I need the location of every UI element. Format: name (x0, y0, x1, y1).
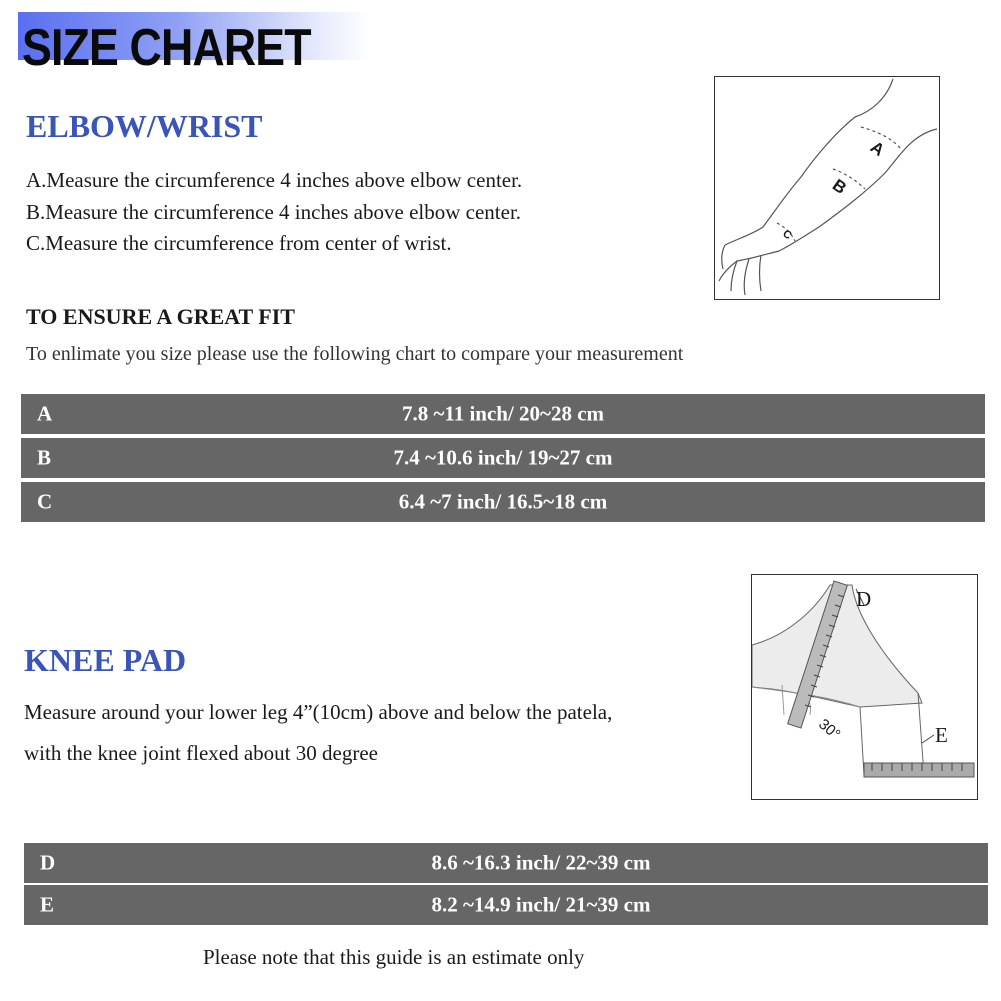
page-title: SIZE CHARET (22, 19, 311, 77)
arm-drawing (715, 77, 939, 299)
size-row-label: E (40, 892, 55, 917)
knee-instruction-1: Measure around your lower leg 4”(10cm) above and below the patela, (24, 700, 613, 724)
size-row-c (21, 482, 985, 522)
size-row-value: 7.8 ~11 inch/ 20~28 cm (401, 401, 605, 426)
fit-heading: TO ENSURE A GREAT FIT (26, 304, 295, 329)
knee-instruction-2: with the knee joint flexed about 30 degree (24, 741, 378, 765)
size-row-d (24, 843, 988, 883)
arm-illustration (714, 76, 940, 300)
fit-instruction: To enlimate you size please use the following chart to compare your measurement (26, 343, 684, 365)
elbow-instruction-a: A.Measure the circumference 4 inches above elbow center. (26, 168, 523, 192)
knee-angle-label: 30° (815, 715, 844, 744)
arm-label-a: A (866, 137, 888, 160)
knee-pad-heading: KNEE PAD (24, 642, 187, 678)
size-row-value: 6.4 ~7 inch/ 16.5~18 cm (398, 489, 608, 514)
elbow-instruction-c: C.Measure the circumference from center of wrist. (26, 231, 452, 255)
arm-label-b: B (828, 175, 850, 198)
elbow-wrist-heading: ELBOW/WRIST (26, 108, 263, 144)
arm-label-c: C (780, 227, 794, 243)
size-row-e (24, 885, 988, 925)
size-row-a (21, 394, 985, 434)
elbow-instruction-b: B.Measure the circumference 4 inches above elbow center. (26, 200, 522, 224)
disclaimer-note: Please note that this guide is an estimate only (203, 945, 585, 969)
size-row-value: 8.6 ~16.3 inch/ 22~39 cm (431, 850, 651, 875)
size-row-label: D (40, 850, 56, 875)
knee-label-d: D (856, 587, 872, 611)
knee-illustration (751, 574, 978, 800)
size-row-value: 7.4 ~10.6 inch/ 19~27 cm (393, 445, 613, 470)
size-row-label: A (37, 401, 53, 426)
knee-label-e: E (935, 723, 948, 747)
size-row-b (21, 438, 985, 478)
size-row-label: C (37, 489, 53, 514)
size-row-label: B (37, 445, 52, 470)
size-row-value: 8.2 ~14.9 inch/ 21~39 cm (431, 892, 651, 917)
